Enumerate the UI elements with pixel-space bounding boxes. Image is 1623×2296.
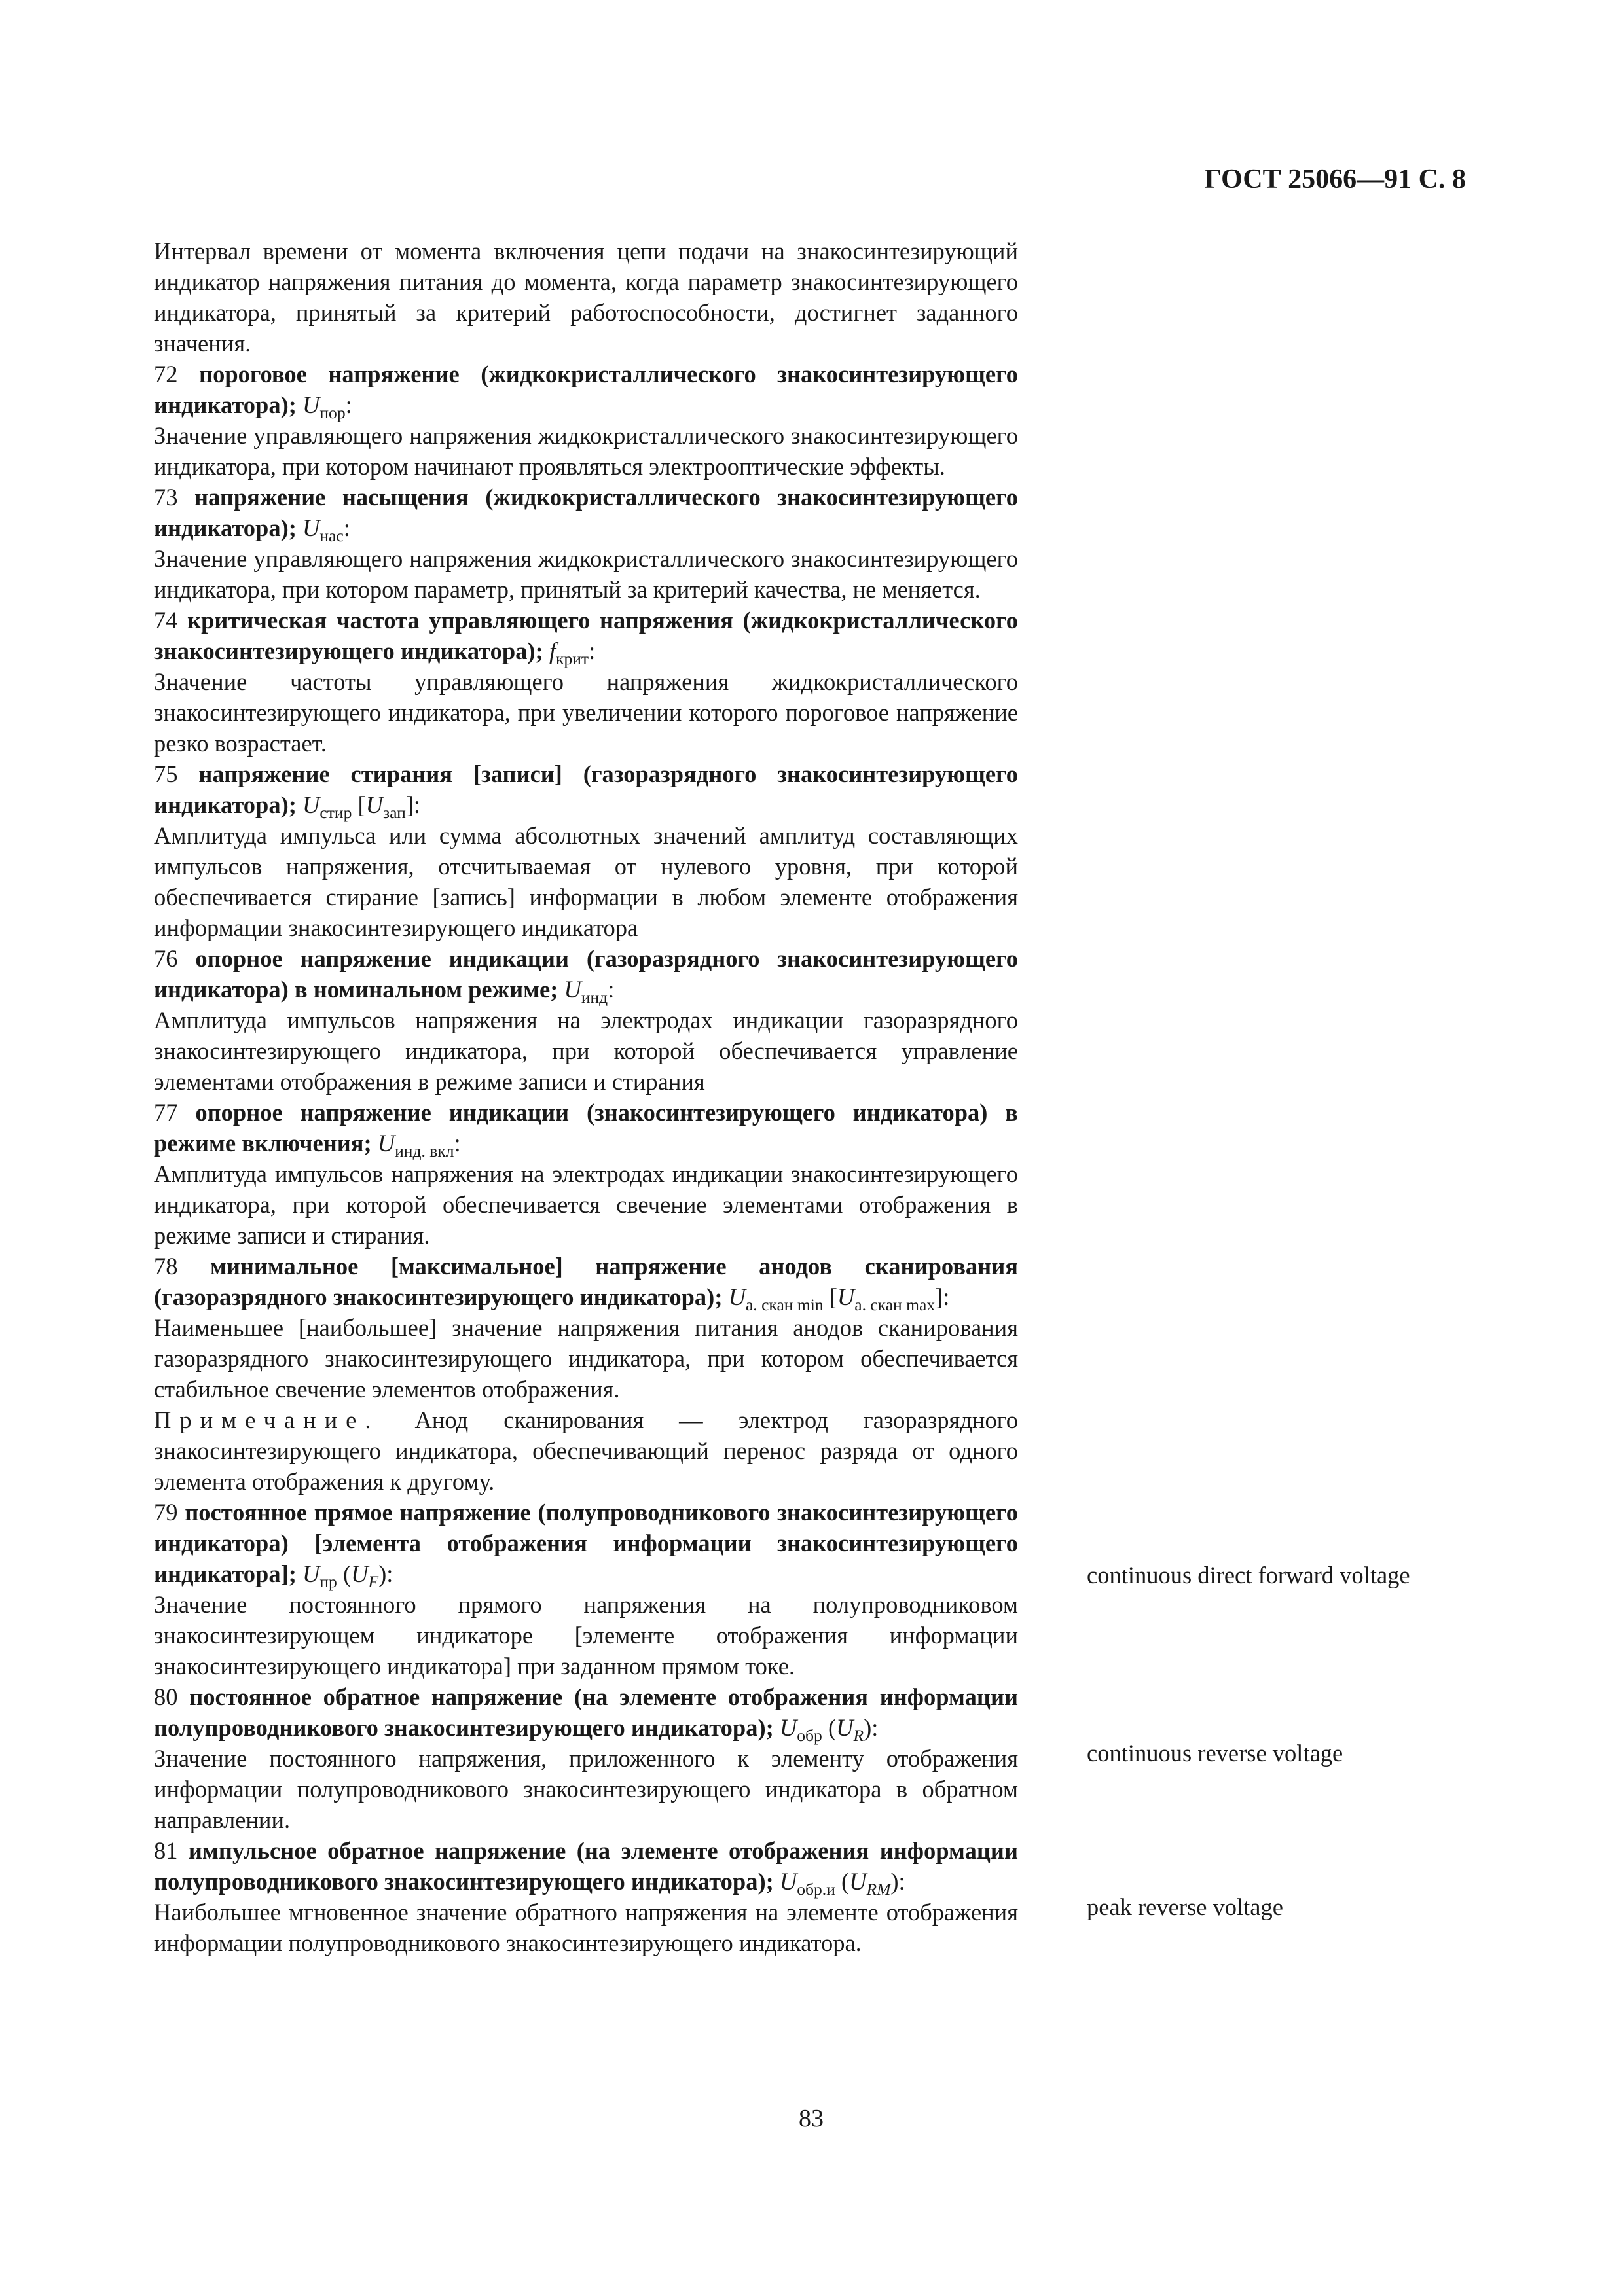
term-title: минимальное [максимальное] напряжение анодов сканирования (газоразрядного знакосинтезирующего индикатора); <box>154 1253 1018 1310</box>
term-entry <box>154 759 1018 820</box>
term-symbol: U <box>302 791 320 818</box>
term-definition: Амплитуда импульса или сумма абсолютных значений амплитуд составляющих импульсов напряжения, отсчитываемая от нулевого уровня, при которой обеспечивается стирание [запись] информации в любом элементе отображения информации знакосинтезирующего индикатора <box>154 822 1018 941</box>
term-definition: Значение управляющего напряжения жидкокристаллического знакосинтезирующего индикатора, при котором параметр, принятый за критерий качества, не меняется. <box>154 545 1018 603</box>
term-definition: Значение постоянного напряжения, приложенного к элементу отображения информации полупроводникового знакосинтезирующего индикатора в обратном направлении. <box>154 1745 1018 1833</box>
term-entry <box>154 943 1018 1005</box>
term-title: импульсное обратное напряжение (на элементе отображения информации полупроводникового знакосинтезирующего индикатора); <box>154 1837 1018 1895</box>
term-symbol: U <box>302 391 320 418</box>
term-number: 76 <box>154 945 196 972</box>
term-bracket: ( <box>822 1714 837 1741</box>
note-label: Примечание. <box>154 1407 380 1433</box>
entries-block-1 <box>154 359 1018 1405</box>
term-symbol-subscript: инд <box>581 988 608 1007</box>
term-symbol: f <box>549 637 556 664</box>
term-tail: ]: <box>405 791 421 818</box>
term-symbol-subscript: крит <box>556 649 589 668</box>
term-tail: : <box>343 514 350 541</box>
term-entry <box>154 1097 1018 1158</box>
note <box>154 1405 1018 1497</box>
term-definition: Амплитуда импульсов напряжения на электродах индикации газоразрядного знакосинтезирующего индикатора, при которой обеспечивается управление элементами отображения в режиме записи и стирания <box>154 1007 1018 1095</box>
intro-paragraph: Интервал времени от момента включения цепи подачи на знакосинтезирующий индикатор напряжения питания до момента, когда параметр знакосинтезирующего индикатора, принятый за критерий работоспособности, достигнет заданного значения. <box>154 238 1018 357</box>
term-title: напряжение насыщения (жидкокристаллического знакосинтезирующего индикатора); <box>154 484 1019 541</box>
term-number: 72 <box>154 361 200 387</box>
term-number: 81 <box>154 1837 189 1864</box>
term-entry <box>154 1251 1018 1312</box>
term-bracket: [ <box>823 1283 837 1310</box>
term-symbol: U <box>302 1560 320 1587</box>
term-title: постоянное прямое напряжение (полупроводникового знакосинтезирующего индикатора) [элемента отображения информации знакосинтезирующего индикатора]; <box>154 1499 1018 1587</box>
term-symbol-subscript: зап <box>382 803 406 822</box>
term-symbol: U <box>836 1714 854 1741</box>
term-title: пороговое напряжение (жидкокристаллического знакосинтезирующего индикатора); <box>154 361 1019 418</box>
term-symbol-subscript: нас <box>319 526 344 545</box>
term-symbol-subscript: F <box>368 1572 379 1591</box>
term-tail: : <box>345 391 352 418</box>
term-symbol: U <box>837 1283 855 1310</box>
term-symbol-subscript: RM <box>866 1880 891 1899</box>
term-title: критическая частота управляющего напряжения (жидкокристаллического знакосинтезирующего индикатора); <box>154 607 1018 664</box>
term-entry <box>154 605 1018 666</box>
note-text: Анод сканирования — электрод газоразрядного знакосинтезирующего индикатора, обеспечивающий перенос разряда от одного элемента отображения к другому. <box>154 1407 1019 1495</box>
term-symbol-subscript: а. скан max <box>854 1295 936 1314</box>
term-symbol-subscript: пр <box>319 1572 337 1591</box>
term-symbol-subscript: а. скан min <box>745 1295 824 1314</box>
term-title: опорное напряжение индикации (знакосинтезирующего индикатора) в режиме включения; <box>154 1099 1018 1157</box>
term-definition: Значение постоянного прямого напряжения на полупроводниковом знакосинтезирующем индикаторе [элементе отображения информации знакосинтезирующего индикатора] при заданном прямом токе. <box>154 1591 1018 1679</box>
term-definition: Наибольшее мгновенное значение обратного напряжения на элементе отображения информации полупроводникового знакосинтезирующего индикатора. <box>154 1899 1018 1956</box>
page-header: ГОСТ 25066—91 С. 8 <box>1204 164 1466 194</box>
term-tail: ): <box>864 1714 879 1741</box>
term-entry <box>154 1835 1018 1897</box>
term-tail: ): <box>890 1868 905 1895</box>
term-tail: : <box>589 637 596 664</box>
term-entry <box>154 1681 1018 1743</box>
term-symbol: U <box>365 791 383 818</box>
term-symbol-subscript: обр.и <box>797 1880 835 1899</box>
page-number: 83 <box>799 2105 824 2132</box>
term-number: 75 <box>154 761 199 787</box>
term-number: 80 <box>154 1683 190 1710</box>
english-term-80: continuous reverse voltage <box>1087 1740 1343 1767</box>
term-bracket: ( <box>835 1868 850 1895</box>
term-number: 79 <box>154 1499 185 1526</box>
term-symbol: U <box>302 514 320 541</box>
english-term-81: peak reverse voltage <box>1087 1893 1283 1920</box>
term-tail: ): <box>378 1560 393 1587</box>
term-definition: Амплитуда импульсов напряжения на электродах индикации знакосинтезирующего индикатора, при которой обеспечивается свечение элементами отображения в режиме записи и стирания. <box>154 1160 1018 1249</box>
term-entry <box>154 359 1018 420</box>
term-title: опорное напряжение индикации (газоразрядного знакосинтезирующего индикатора) в номинальном режиме; <box>154 945 1019 1003</box>
term-symbol-subscript: обр <box>797 1726 822 1745</box>
term-symbol: U <box>779 1868 797 1895</box>
term-number: 77 <box>154 1099 196 1126</box>
term-symbol: U <box>849 1868 867 1895</box>
term-tail: : <box>608 976 615 1003</box>
term-symbol-subscript: стир <box>319 803 352 822</box>
term-definition: Значение управляющего напряжения жидкокристаллического знакосинтезирующего индикатора, при котором начинают проявляться электрооптические эффекты. <box>154 422 1018 480</box>
term-definition: Наименьшее [наибольшее] значение напряжения питания анодов сканирования газоразрядного знакосинтезирующего индикатора, при котором обеспечивается стабильное свечение элементов отображения. <box>154 1314 1018 1403</box>
term-symbol: U <box>351 1560 369 1587</box>
entries-block-2 <box>154 1497 1018 1958</box>
main-text <box>154 236 1018 1958</box>
term-symbol: U <box>779 1714 797 1741</box>
term-tail: : <box>454 1130 461 1157</box>
term-entry <box>154 482 1018 543</box>
term-tail: ]: <box>935 1283 950 1310</box>
term-bracket: ( <box>337 1560 352 1587</box>
term-number: 74 <box>154 607 188 634</box>
term-entry <box>154 1497 1018 1589</box>
term-symbol: U <box>564 976 581 1003</box>
term-bracket: [ <box>352 791 366 818</box>
term-symbol-subscript: R <box>853 1726 864 1745</box>
term-symbol: U <box>728 1283 746 1310</box>
english-term-79: continuous direct forward voltage <box>1087 1562 1410 1588</box>
term-symbol-subscript: пор <box>319 403 346 422</box>
term-number: 73 <box>154 484 195 511</box>
term-definition: Значение частоты управляющего напряжения жидкокристаллического знакосинтезирующего индикатора, при увеличении которого пороговое напряжение резко возрастает. <box>154 668 1018 757</box>
term-number: 78 <box>154 1253 210 1280</box>
term-title: постоянное обратное напряжение (на элементе отображения информации полупроводникового знакосинтезирующего индикатора); <box>154 1683 1019 1741</box>
term-symbol: U <box>377 1130 395 1157</box>
term-title: напряжение стирания [записи] (газоразрядного знакосинтезирующего индикатора); <box>154 761 1018 818</box>
term-symbol-subscript: инд. вкл <box>395 1141 454 1160</box>
